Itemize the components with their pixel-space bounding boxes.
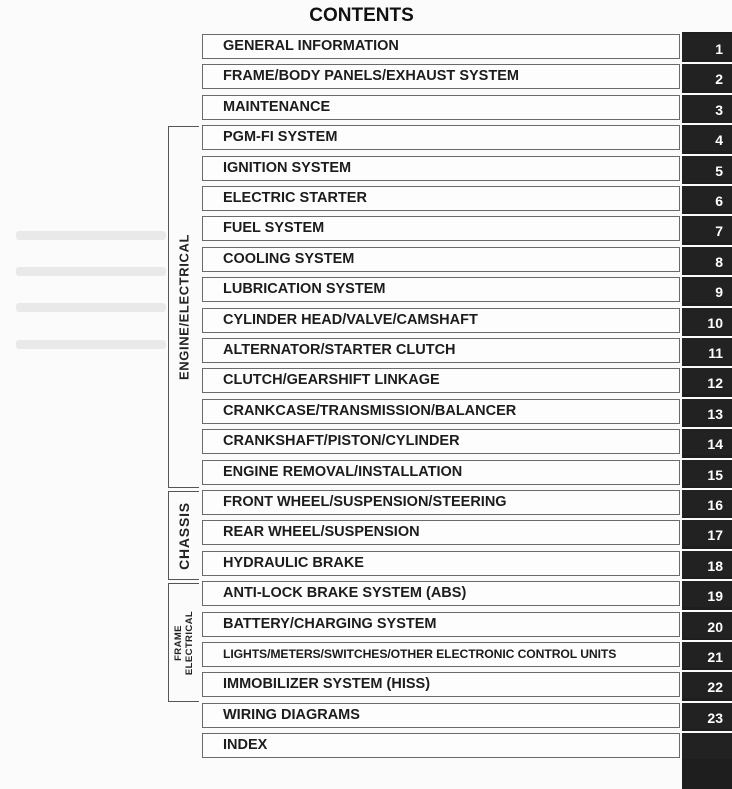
toc-entry-label: HYDRAULIC BRAKE (223, 555, 364, 571)
toc-entry[interactable] (202, 34, 680, 59)
toc-entry[interactable] (202, 672, 680, 697)
tab-separator (682, 427, 732, 429)
toc-entry-label: CLUTCH/GEARSHIFT LINKAGE (223, 372, 440, 388)
toc-entry-label: FUEL SYSTEM (223, 220, 325, 236)
section-tab-number[interactable]: 12 (682, 368, 732, 394)
tab-separator (682, 731, 732, 733)
section-tab-number[interactable]: 18 (682, 551, 732, 577)
toc-entry[interactable] (202, 520, 680, 545)
tab-separator (682, 579, 732, 581)
tab-separator (682, 306, 732, 308)
section-tab-number[interactable]: 7 (682, 216, 732, 242)
toc-entry-label: ALTERNATOR/STARTER CLUTCH (223, 342, 456, 358)
section-tab-number[interactable]: 11 (682, 338, 732, 364)
group-label-frame-electrical: FRAME ELECTRICAL (173, 610, 195, 675)
toc-entry-label: REAR WHEEL/SUSPENSION (223, 524, 420, 540)
group-label-chassis: CHASSIS (176, 501, 192, 570)
section-tab-number[interactable]: 22 (682, 672, 732, 698)
section-tab-number[interactable]: 14 (682, 429, 732, 455)
toc-entry-label: CYLINDER HEAD/VALVE/CAMSHAFT (223, 312, 478, 328)
toc-entry-label: LUBRICATION SYSTEM (223, 281, 386, 297)
toc-entry-label: ENGINE REMOVAL/INSTALLATION (223, 464, 463, 480)
toc-entry-label: MAINTENANCE (223, 99, 331, 115)
section-tab-number[interactable]: 20 (682, 612, 732, 638)
tab-separator (682, 610, 732, 612)
toc-entry[interactable] (202, 703, 680, 728)
toc-entry[interactable] (202, 186, 680, 211)
tab-separator (682, 488, 732, 490)
bleed-through-line (16, 267, 166, 276)
toc-entry[interactable] (202, 733, 680, 758)
tab-separator (682, 640, 732, 642)
toc-entry-label: WIRING DIAGRAMS (223, 707, 360, 723)
section-tab-number[interactable]: 3 (682, 95, 732, 121)
tab-separator (682, 366, 732, 368)
toc-entry[interactable] (202, 308, 680, 333)
toc-entry-label: FRONT WHEEL/SUSPENSION/STEERING (223, 494, 507, 510)
group-chassis (168, 491, 199, 580)
section-tab-number[interactable]: 19 (682, 581, 732, 607)
tab-separator (682, 214, 732, 216)
toc-entry-label: CRANKSHAFT/PISTON/CYLINDER (223, 433, 460, 449)
toc-entry[interactable] (202, 460, 680, 485)
toc-entry[interactable] (202, 247, 680, 272)
section-tab-number[interactable]: 15 (682, 460, 732, 486)
toc-entry[interactable] (202, 642, 680, 667)
section-tab-number[interactable]: 6 (682, 186, 732, 212)
tab-separator (682, 701, 732, 703)
toc-entry-label: IMMOBILIZER SYSTEM (HISS) (223, 676, 431, 692)
bleed-through-line (16, 340, 166, 349)
toc-entry[interactable] (202, 429, 680, 454)
toc-entry[interactable] (202, 64, 680, 89)
tab-separator (682, 62, 732, 64)
tab-separator (682, 518, 732, 520)
toc-entry[interactable] (202, 490, 680, 515)
toc-entry[interactable] (202, 399, 680, 424)
toc-entry[interactable] (202, 95, 680, 120)
group-frame-electrical (168, 583, 199, 702)
section-tab-number[interactable]: 17 (682, 520, 732, 546)
tab-separator (682, 397, 732, 399)
tab-separator (682, 184, 732, 186)
toc-entry-label: CRANKCASE/TRANSMISSION/BALANCER (223, 403, 517, 419)
tab-separator (682, 154, 732, 156)
toc-entry-label: COOLING SYSTEM (223, 251, 355, 267)
toc-entry[interactable] (202, 612, 680, 637)
tab-separator (682, 670, 732, 672)
page-title: CONTENTS (309, 5, 414, 26)
toc-entry-label: PGM-FI SYSTEM (223, 129, 338, 145)
section-tab-number[interactable] (682, 733, 732, 759)
tab-separator (682, 275, 732, 277)
group-engine-electrical (168, 126, 199, 488)
toc-entry-label: LIGHTS/METERS/SWITCHES/OTHER ELECTRONIC CONTROL UNITS (223, 647, 617, 661)
toc-entry-label: ANTI-LOCK BRAKE SYSTEM (ABS) (223, 585, 467, 601)
tab-separator (682, 336, 732, 338)
toc-entry[interactable] (202, 338, 680, 363)
tab-separator (682, 458, 732, 460)
toc-entry[interactable] (202, 156, 680, 181)
toc-entry-label: GENERAL INFORMATION (223, 38, 399, 54)
section-tab-number[interactable]: 4 (682, 125, 732, 151)
section-tab-number[interactable]: 9 (682, 277, 732, 303)
section-tab-number[interactable]: 8 (682, 247, 732, 273)
section-tab-number[interactable]: 10 (682, 308, 732, 334)
bleed-through-line (16, 303, 166, 312)
toc-entry[interactable] (202, 551, 680, 576)
toc-entry-label: BATTERY/CHARGING SYSTEM (223, 616, 437, 632)
section-tab-number[interactable]: 16 (682, 490, 732, 516)
toc-entry[interactable] (202, 277, 680, 302)
section-tab-number[interactable]: 21 (682, 642, 732, 668)
tab-separator (682, 123, 732, 125)
group-label-engine-electrical: ENGINE/ELECTRICAL (176, 234, 192, 380)
toc-entry[interactable] (202, 368, 680, 393)
tab-separator (682, 549, 732, 551)
toc-entry-label: ELECTRIC STARTER (223, 190, 367, 206)
section-tab-number[interactable]: 13 (682, 399, 732, 425)
bleed-through-line (16, 231, 166, 240)
section-tab-number[interactable]: 5 (682, 156, 732, 182)
section-tab-number[interactable]: 2 (682, 64, 732, 90)
toc-entry-label: IGNITION SYSTEM (223, 160, 352, 176)
section-tab-number[interactable]: 23 (682, 703, 732, 729)
tab-separator (682, 245, 732, 247)
toc-entry[interactable] (202, 216, 680, 241)
section-tab-number[interactable]: 1 (682, 34, 732, 60)
tab-separator (682, 93, 732, 95)
toc-entry-label: INDEX (223, 737, 268, 753)
toc-entry-label: FRAME/BODY PANELS/EXHAUST SYSTEM (223, 68, 519, 84)
toc-entry[interactable] (202, 125, 680, 150)
toc-entry[interactable] (202, 581, 680, 606)
